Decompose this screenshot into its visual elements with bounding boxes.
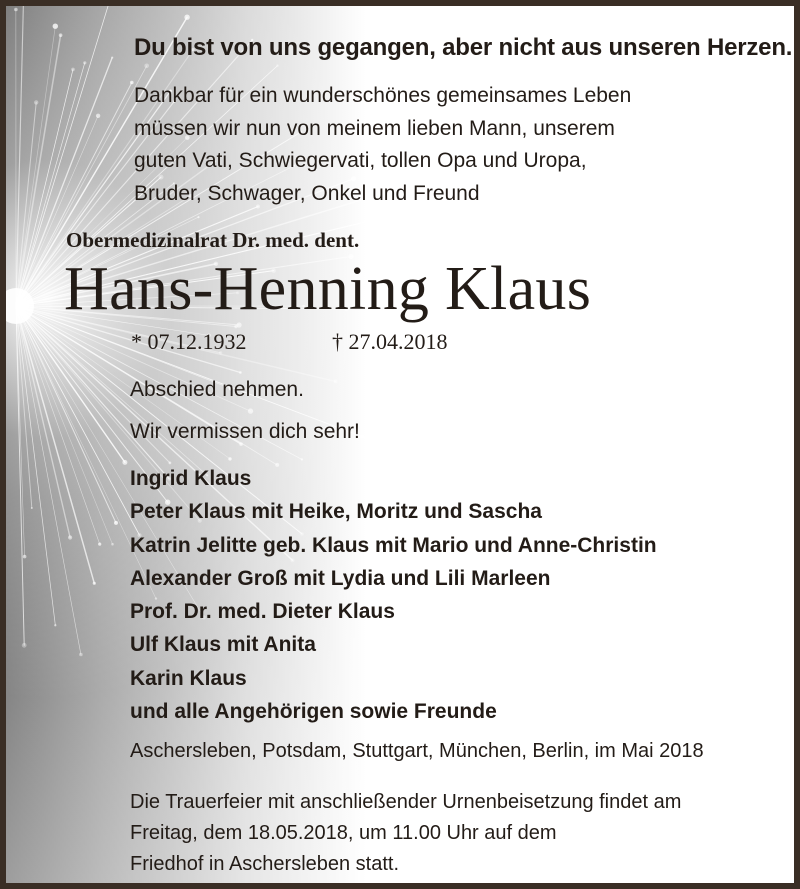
intro-text [134, 80, 631, 210]
mourner-entry: Ulf Klaus mit Anita [130, 633, 316, 657]
death-date: † 27.04.2018 [332, 329, 448, 354]
obituary-content [6, 6, 800, 889]
intro-line: Dankbar für ein wunderschönes gemeinsames Leben [134, 84, 632, 107]
intro-line: Bruder, Schwager, Onkel und Freund [134, 181, 480, 205]
intro-line: müssen wir nun von meinem lieben Mann, unserem [134, 116, 615, 140]
deceased-name: Hans-Henning Klaus [64, 255, 592, 323]
funeral-service-info [130, 787, 681, 880]
mourner-entry: Alexander Groß mit Lydia und Lili Marleen [130, 566, 551, 590]
mourner-entry: Ingrid Klaus [130, 467, 252, 490]
farewell-line: Wir vermissen dich sehr! [130, 420, 360, 443]
mourner-entry: Karin Klaus [130, 666, 247, 690]
mourner-entry: Prof. Dr. med. Dieter Klaus [130, 600, 395, 624]
service-line: Friedhof in Aschersleben statt. [130, 853, 400, 875]
service-line: Die Trauerfeier mit anschließender Urnenbeisetzung findet am [130, 791, 682, 813]
mourners-list [130, 462, 657, 728]
farewell-line: Abschied nehmen. [130, 378, 304, 401]
deceased-title: Obermedizinalrat Dr. med. dent. [66, 228, 360, 252]
intro-line: guten Vati, Schwiegervati, tollen Opa und Uropa, [134, 149, 587, 172]
places-and-date: Aschersleben, Potsdam, Stuttgart, München, Berlin, im Mai 2018 [130, 740, 704, 762]
headline: Du bist von uns gegangen, aber nicht aus unseren Herzen. [134, 34, 793, 61]
service-line: Freitag, dem 18.05.2018, um 11.00 Uhr auf dem [130, 822, 557, 844]
birth-date: * 07.12.1932 [131, 329, 247, 354]
mourner-entry: Katrin Jelitte geb. Klaus mit Mario und Anne-Christin [130, 533, 657, 557]
mourner-entry: und alle Angehörigen sowie Freunde [130, 700, 497, 724]
mourner-entry: Peter Klaus mit Heike, Moritz und Sascha [130, 500, 542, 524]
